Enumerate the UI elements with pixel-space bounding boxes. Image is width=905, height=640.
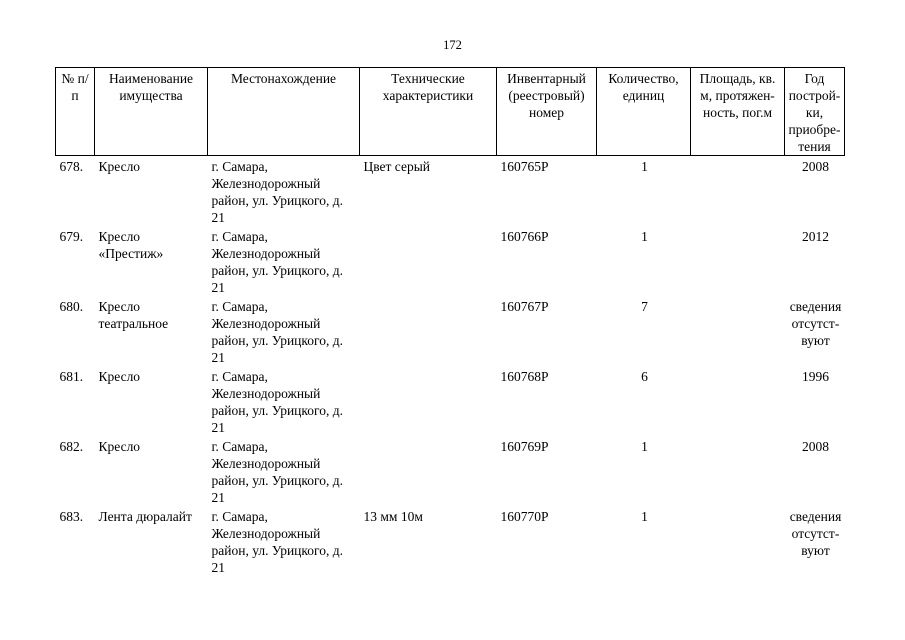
cell-year: сведения отсутст-вуют: [789, 299, 842, 348]
cell-tech: 13 мм 10м: [363, 509, 423, 524]
cell-year: сведения отсутст-вуют: [789, 509, 842, 558]
cell-number: 682.: [59, 439, 84, 454]
cell-quantity: 6: [641, 369, 648, 384]
header-number: № п/п: [56, 68, 95, 156]
cell-location: г. Самара, Железнодорожный район, ул. Урицкого, д. 21: [211, 299, 343, 365]
cell-inventory: 160770Р: [500, 509, 549, 524]
table-row: [56, 436, 845, 506]
cell-location: г. Самара, Железнодорожный район, ул. Урицкого, д. 21: [211, 229, 343, 295]
cell-quantity: 1: [641, 509, 648, 524]
cell-tech: Цвет серый: [363, 159, 431, 174]
cell-tech: [360, 366, 497, 436]
cell-inventory: 160769Р: [500, 439, 549, 454]
cell-area: [691, 156, 785, 227]
cell-tech: [360, 436, 497, 506]
cell-location: г. Самара, Железнодорожный район, ул. Урицкого, д. 21: [211, 159, 343, 225]
cell-inventory: 160768Р: [500, 369, 549, 384]
cell-area: [691, 506, 785, 576]
table-row: [56, 226, 845, 296]
table-row: [56, 366, 845, 436]
cell-name: Кресло театральное: [98, 299, 169, 331]
table-row: [56, 506, 845, 576]
header-name: Наименование имущества: [95, 68, 208, 156]
cell-inventory: 160766Р: [500, 229, 549, 244]
cell-number: 681.: [59, 369, 84, 384]
cell-name: Кресло: [98, 159, 141, 174]
cell-area: [691, 296, 785, 366]
cell-area: [691, 226, 785, 296]
cell-inventory: 160765Р: [500, 159, 549, 174]
cell-area: [691, 366, 785, 436]
cell-name: Кресло: [98, 439, 141, 454]
cell-location: г. Самара, Железнодорожный район, ул. Урицкого, д. 21: [211, 369, 343, 435]
cell-name: Кресло «Престиж»: [98, 229, 164, 261]
table-header-row: [56, 68, 845, 156]
cell-quantity: 7: [641, 299, 648, 314]
cell-number: 680.: [59, 299, 84, 314]
cell-location: г. Самара, Железнодорожный район, ул. Урицкого, д. 21: [211, 439, 343, 505]
cell-quantity: 1: [641, 159, 648, 174]
header-tech: Технические характеристики: [360, 68, 497, 156]
cell-number: 679.: [59, 229, 84, 244]
cell-number: 683.: [59, 509, 84, 524]
cell-quantity: 1: [641, 229, 648, 244]
header-area: Площадь, кв. м, протяжен-ность, пог.м: [691, 68, 785, 156]
header-quantity: Количество, единиц: [597, 68, 691, 156]
page-number: 172: [443, 38, 462, 52]
cell-number: 678.: [59, 159, 84, 174]
table-row: [56, 156, 845, 227]
cell-year: 2008: [802, 439, 829, 454]
header-inventory: Инвентарный (реестровый) номер: [497, 68, 597, 156]
cell-area: [691, 436, 785, 506]
cell-year: 1996: [802, 369, 829, 384]
cell-quantity: 1: [641, 439, 648, 454]
cell-tech: [360, 296, 497, 366]
header-location: Местонахождение: [208, 68, 360, 156]
cell-inventory: 160767Р: [500, 299, 549, 314]
cell-location: г. Самара, Железнодорожный район, ул. Урицкого, д. 21: [211, 509, 343, 575]
table-row: [56, 296, 845, 366]
cell-year: 2012: [802, 229, 829, 244]
cell-year: 2008: [802, 159, 829, 174]
cell-name: Лента дюралайт: [98, 509, 192, 524]
cell-name: Кресло: [98, 369, 141, 384]
property-registry-table: [55, 67, 845, 576]
header-year: Год построй-ки, приобре-тения: [785, 68, 845, 156]
cell-tech: [360, 226, 497, 296]
